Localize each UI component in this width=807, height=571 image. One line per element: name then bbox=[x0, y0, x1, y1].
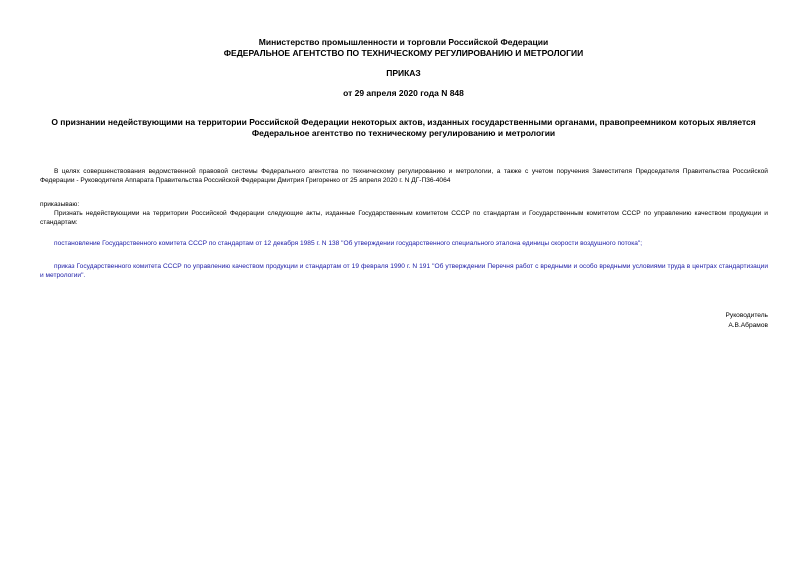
document-type: ПРИКАЗ bbox=[386, 68, 421, 78]
clause-paragraph: Признать недействующими на территории Российской Федерации следующие акты, изданные Государственным комитетом СССР по стандартам и Государственным комитетом СССР по управлению качеством продукции и стандартам: bbox=[40, 210, 768, 226]
act-link[interactable]: приказ Государственного комитета СССР по управлению качеством продукции и стандартам от 19 февраля 1990 г. N 191 "Об утверждении Перечня работ с вредными и особо вредными условиями труда в центрах стандартизации и метрологии". bbox=[40, 263, 768, 279]
act-link[interactable]: постановление Государственного комитета СССР по стандартам от 12 декабря 1985 г. N 138 "Об утверждении государственного специального эталона единицы скорости воздушного потока"; bbox=[54, 240, 643, 247]
order-word: приказываю: bbox=[40, 201, 80, 208]
ministry-name: Министерство промышленности и торговли Российской Федерации bbox=[258, 37, 549, 47]
signature-name: А.В.Абрамов bbox=[728, 322, 768, 329]
intro-paragraph: В целях совершенствования ведомственной правовой системы Федерального агентства по техническому регулированию и метрологии, а также с учетом поручения Заместителя Председателя Правительства Российской Федерации - Руководителя Аппарата Правительства Российской Федерации Дмитрия Григоренко от 25 апреля 2020 г. N ДГ-П36-4064 bbox=[40, 168, 768, 184]
document-title: О признании недействующими на территории Российской Федерации некоторых актов, изданных государственными органами, правопреемником которых является Федеральное агентство по техническому регулированию и метрологии bbox=[51, 117, 756, 138]
document-date-number: от 29 апреля 2020 года N 848 bbox=[343, 88, 464, 98]
signature-position: Руководитель bbox=[725, 312, 768, 319]
agency-name: ФЕДЕРАЛЬНОЕ АГЕНТСТВО ПО ТЕХНИЧЕСКОМУ РЕГУЛИРОВАНИЮ И МЕТРОЛОГИИ bbox=[223, 48, 584, 58]
